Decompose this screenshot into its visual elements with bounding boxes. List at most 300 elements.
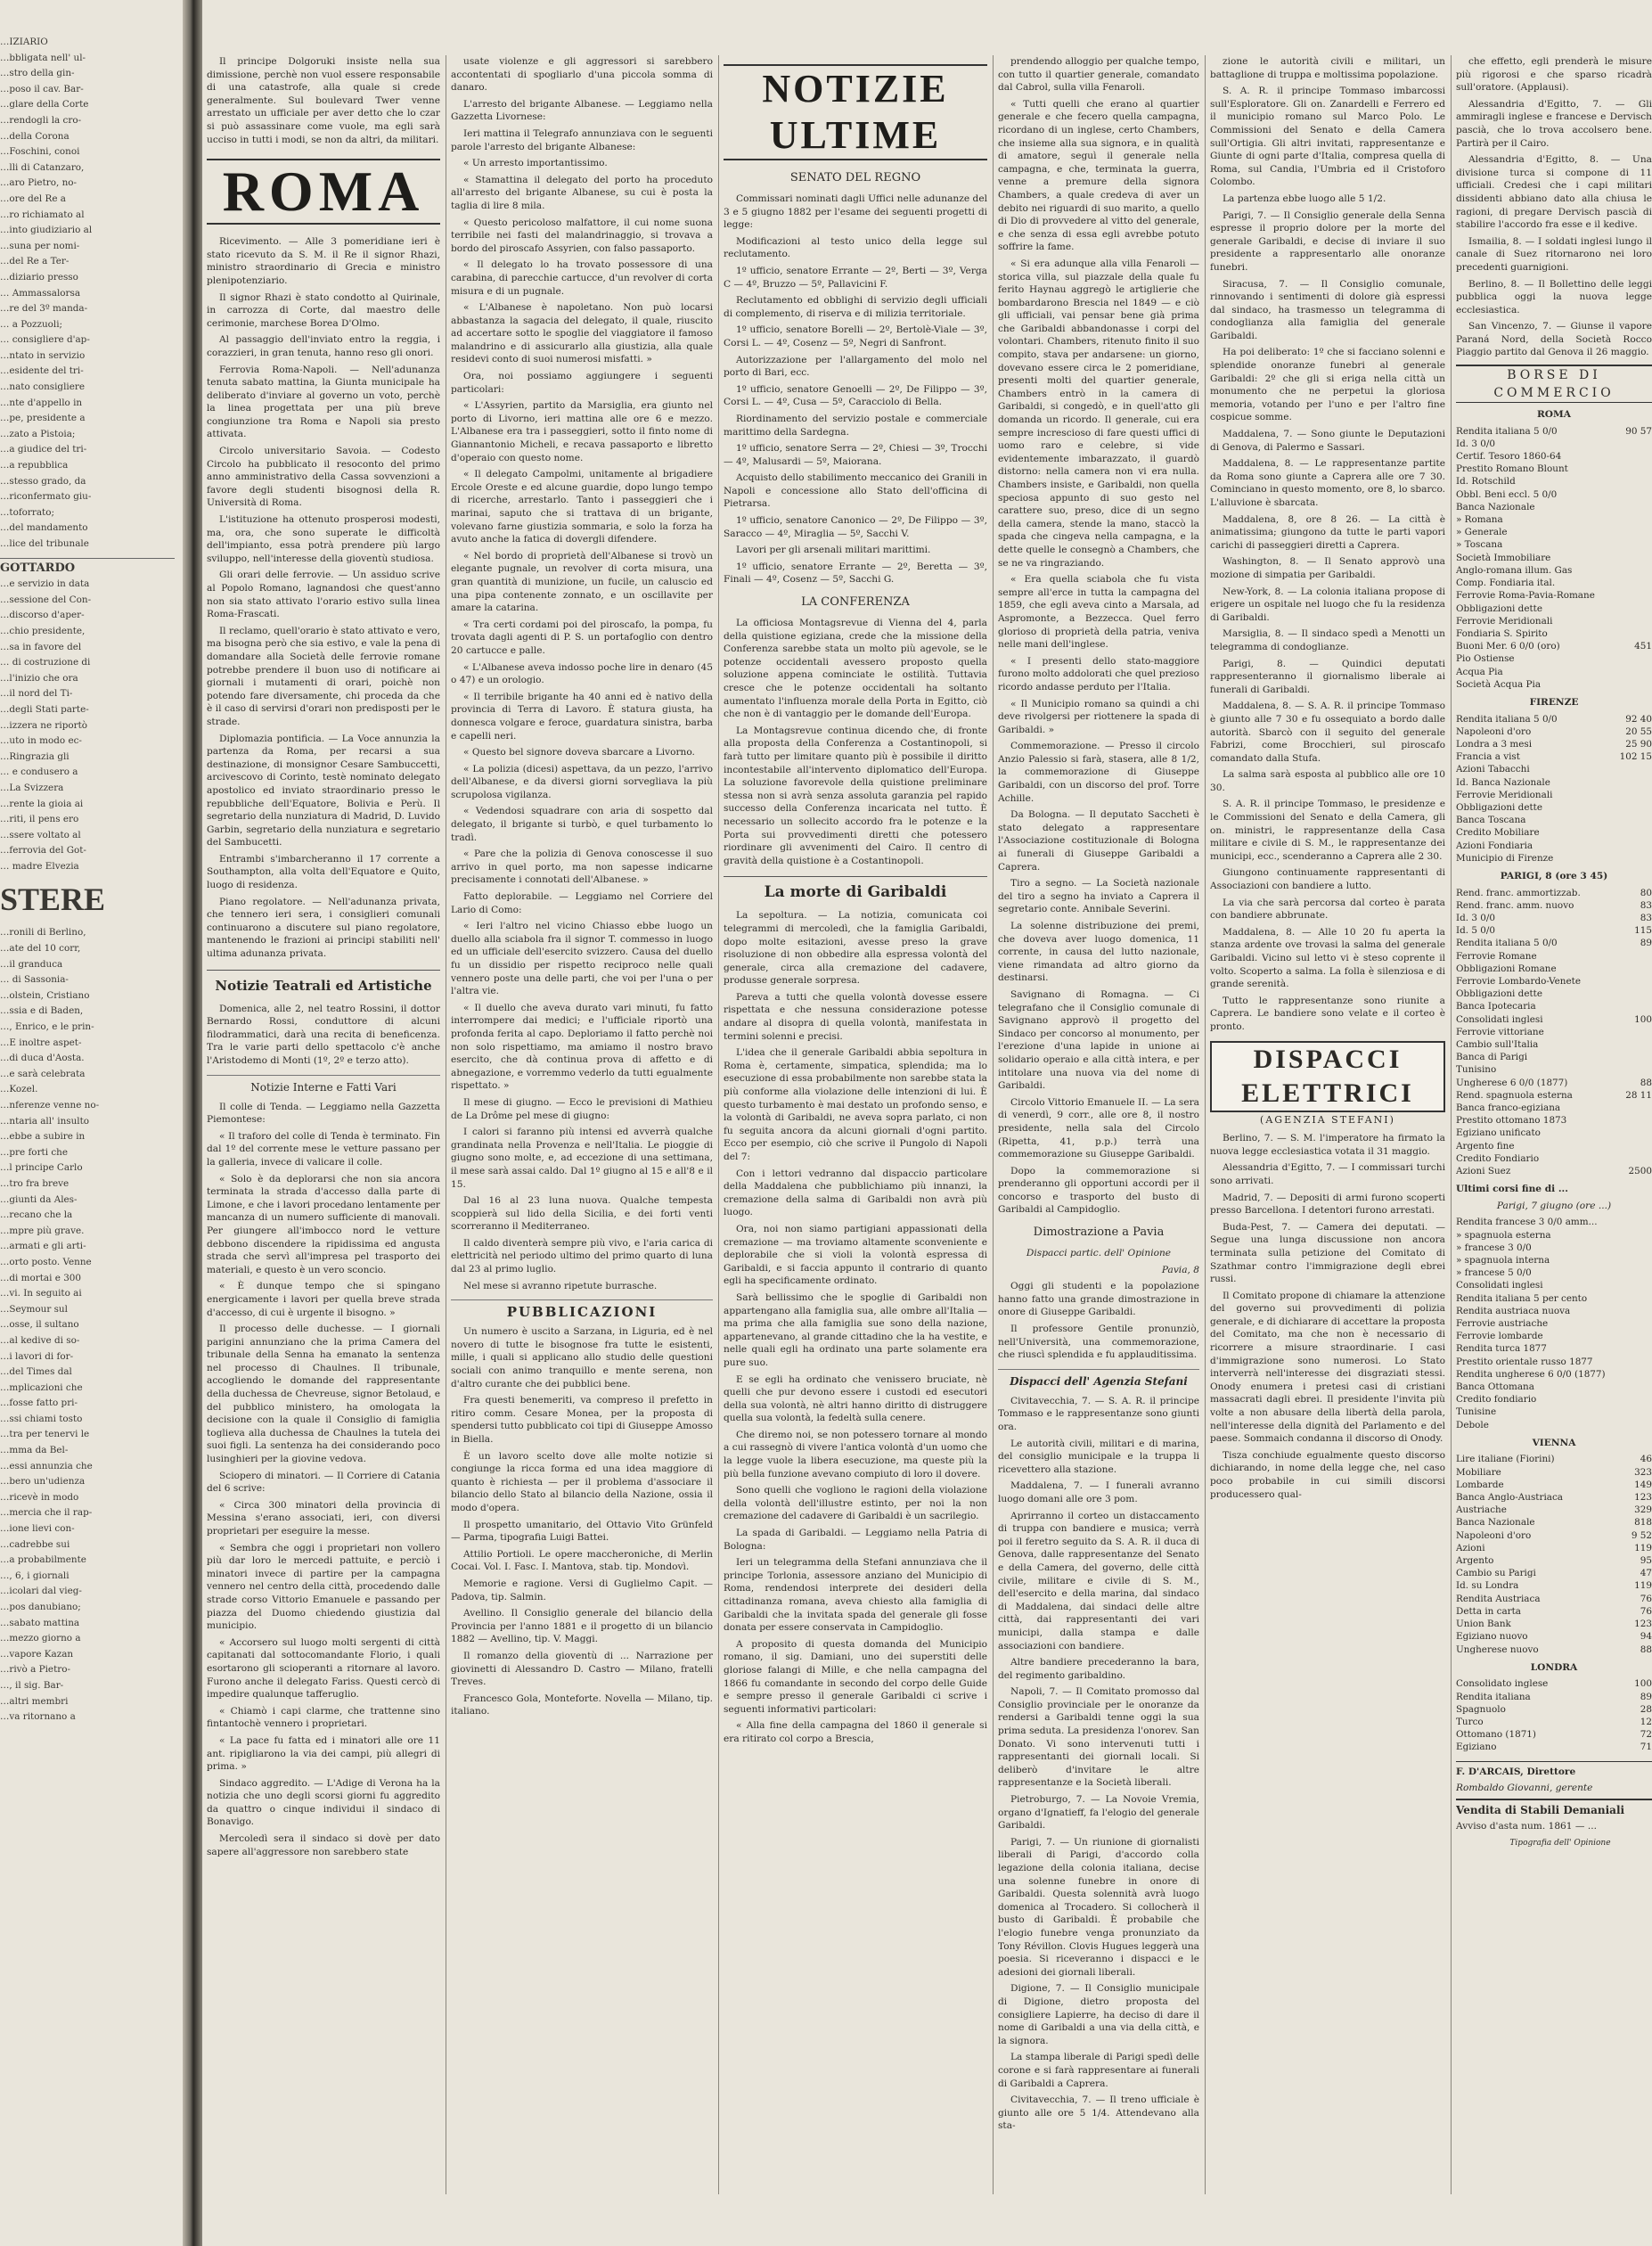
roma-articles (207, 235, 440, 960)
article-paragraph: usate violenze e gli aggressori si sarebbero accontentati di spogliarlo d'una piccola somma di danaro. (451, 56, 713, 94)
quote-name: Egiziano nuovo (1456, 1631, 1528, 1643)
quote-name: Napoleoni d'oro (1456, 725, 1532, 737)
edge-text-line: …, 6, i giornali (0, 1570, 70, 1581)
quote-name: Azioni Tabacchi (1456, 764, 1530, 775)
quote-name: Rendita austriaca nuova (1456, 1305, 1571, 1316)
quote-name: Rend. spagnuola esterna (1456, 1089, 1573, 1101)
article-paragraph: Ricevimento. — Alle 3 pomeridiane ieri è stato ricevuto da S. M. il Re il signor Rhazi, ministro straordinario di Grecia e ministro plenipotenziario. (207, 236, 440, 286)
article-paragraph: Il prospetto umanitario, del Ottavio Vito Grünfeld — Parma, tipografia Luigi Battei. (451, 1519, 713, 1544)
quote-value: 20 55 (1625, 725, 1652, 737)
firenze-market-table (1456, 713, 1652, 865)
edge-text-line: …mercia che il rap- (0, 1507, 93, 1519)
quote-name: Mobiliare (1456, 1466, 1501, 1478)
quote-row (1456, 1567, 1652, 1579)
garibaldi-heading: La morte di Garibaldi (724, 876, 987, 902)
quote-value: 2500 (1628, 1166, 1652, 1177)
quote-name: Rendita italiana 5 per cento (1456, 1292, 1588, 1304)
edge-text-line: …i lavori di for- (0, 1350, 74, 1362)
quote-name: Ferrovie Meridionali (1456, 789, 1553, 800)
edge-text-line: …recano che la (0, 1209, 73, 1221)
quote-row (1456, 713, 1652, 725)
edge-text-line: …ricevè in modo (0, 1491, 79, 1503)
quote-name: Obbligazioni Romane (1456, 963, 1557, 974)
quote-row (1456, 589, 1652, 602)
article-paragraph: Dal 16 al 23 luna nuova. Qualche tempesta scoppierà sul lido della Sicilia, e dei forti venti scorreranno il Mediterraneo. (451, 1195, 713, 1233)
article-paragraph: S. A. R. il principe Tommaso imbarcossi sull'Esploratore. Gli on. Zanardelli e Ferrero ed il municipio romano sul Marco Polo. Le Commissioni del Senato e della Camera sull'Ortigia. Gli altri invitati, rappresentanze e Giunte di ogni parte d'Italia, compresa quella di Roma, sul Candia, l'Umbria ed il Cristoforo Colombo. (1210, 86, 1445, 188)
col6-articles (1456, 55, 1652, 359)
edge-text-line: …il granduca (0, 958, 63, 970)
quote-name: Azioni Fondiaria (1456, 840, 1533, 851)
article-paragraph: Modificazioni al testo unico della legge sul reclutamento. (724, 235, 987, 260)
article-paragraph: A proposito di questa domanda del Municipio romano, il sig. Damiani, uno dei superstiti delle gloriose falangi di Mille, e che nella campagna del 1866 fu comandante in secondo del corpo delle Guide e sempre presso il generale Garibaldi ci scrive i seguenti informativi particolari: (724, 1638, 987, 1715)
quote-name: Ferrovie Roma-Pavia-Romane (1456, 590, 1595, 602)
quote-value: 323 (1634, 1466, 1652, 1478)
quote-value: 89 (1640, 938, 1652, 949)
article-paragraph: È un lavoro scelto dove alle molte notizie si congiunge la ricca forma ed una idea maggiore di quanto è richiesta — per il problema d'associare il bilancio dello Stato al bilancio della Nazione, ossia il modo d'opera. (451, 1450, 713, 1513)
quote-row (1456, 1216, 1652, 1228)
pavia-subheading: Dispacci partic. dell' Opinione (1026, 1248, 1172, 1259)
quote-name: Obbl. Beni eccl. 5 0/0 (1456, 488, 1558, 500)
quote-name: Ferrovie Meridionali (1456, 615, 1553, 627)
dispacci-articles (1210, 1132, 1445, 1501)
article-paragraph: Siracusa, 7. — Il Consiglio comunale, rinnovando i sentimenti di dolore già espressi dal sindaco, ha trasmesso un telegramma di condoglianza alla famiglia del generale Garibaldi. (1210, 278, 1445, 341)
quote-row (1456, 1691, 1652, 1703)
teatri-heading: Notizie Teatrali ed Artistiche (207, 970, 440, 996)
quote-row (1456, 776, 1652, 789)
edge-text-line: …chio presidente, (0, 625, 86, 636)
column-6 (1456, 55, 1652, 2212)
quote-value: 123 (1634, 1619, 1652, 1630)
quote-row (1456, 789, 1652, 801)
quote-row (1456, 1716, 1652, 1728)
article-paragraph: « Alla fine della campagna del 1860 il generale si era ritirato col corpo a Brescia, (724, 1720, 987, 1744)
quote-value: 149 (1634, 1479, 1652, 1490)
edge-text-line: …mplicazioni che (0, 1381, 83, 1393)
quote-row (1456, 526, 1652, 538)
quote-row (1456, 1703, 1652, 1716)
article-paragraph: Circolo Vittorio Emanuele II. — La sera di venerdì, 9 corr., alle ore 8, il nostro presidente, nella sala del Circolo (Ripetta, 41, p.p.) terrà una commemorazione su Giuseppe Garibaldi. (998, 1096, 1199, 1160)
article-paragraph: Il colle di Tenda. — Leggiamo nella Gazzetta Piemontese: (207, 1101, 440, 1126)
quote-name: Turco (1456, 1716, 1484, 1727)
quote-row (1456, 826, 1652, 839)
article-paragraph: Riordinamento del servizio postale e commerciale marittimo della Sardegna. (724, 413, 987, 438)
quote-name: Banca Ottomana (1456, 1381, 1534, 1393)
article-paragraph: San Vincenzo, 7. — Giunse il vapore Paraná Nord, della Società Rocco Piaggio partito dal Genova il 26 maggio. (1456, 321, 1652, 358)
article-paragraph: zione le autorità civili e militari, un battaglione di truppa e moltissima popolazione. (1210, 56, 1445, 80)
quote-name: Union Bank (1456, 1619, 1511, 1630)
article-paragraph: Maddalena, 7. — I funerali avranno luogo domani alle ore 3 pom. (998, 1480, 1199, 1504)
quote-row (1456, 988, 1652, 1000)
article-paragraph: Aprirranno il corteo un distaccamento di truppa con bandiere e musica; verrà poi il feretro seguito da S. A. R. il duca di Genova, dalle rappresentanze del Senato e della Camera, del governo, delle città civile, militare e civile di S. M., dell'esercito e della marina, dal sindaco di Maddalena, dai sindaci delle altre città, dai rappresentanti dei vari municipi, dalla stampa e dalle associazioni con bandiere. (998, 1510, 1199, 1652)
edge-text-line: …ssia e di Baden, (0, 1005, 84, 1017)
quote-name: Id. 5 0/0 (1456, 925, 1495, 937)
quote-row (1456, 652, 1652, 665)
article-paragraph: Maddalena, 7. — Sono giunte le Deputazioni di Genova, di Palermo e Sassari. (1210, 429, 1445, 453)
edge-text-line: …di duca d'Aosta. (0, 1053, 85, 1064)
article-paragraph: La sepoltura. — La notizia, comunicata coi telegrammi di mercoledì, che la famiglia Garibaldi, dopo molte esitazioni, avesse preso la grave risoluzione di non obbedire alla espressa volontà del generale, circa alla cremazione del cadavere, produsse generale sorpresa. (724, 910, 987, 987)
article-paragraph: « Questo bel signore doveva sbarcare a Livorno. (463, 747, 695, 758)
quote-name: Credito Fondiario (1456, 1152, 1540, 1164)
conferenza-articles (724, 617, 987, 867)
quote-row (1456, 763, 1652, 775)
col1-intro: Il principe Dolgoruki insiste nella sua dimissione, perchè non vuol essere responsabile di una catastrofe, alla quale si crede generalmente. Sul boulevard Twer venne arrestato un ufficiale per aver detto che lo czar si può assassinare come vuole, ma egli sarà ucciso in tutti i modi, se non da altri, da militari. (207, 56, 440, 145)
edge-text-line: … di Sassonia- (0, 974, 69, 986)
quote-name: Id. 3 0/0 (1456, 438, 1495, 449)
quote-value: 818 (1634, 1517, 1652, 1529)
quote-row (1456, 1593, 1652, 1605)
article-paragraph: Berlino, 7. — S. M. l'imperatore ha firmato la nuova legge ecclesiastica votata il 31 maggio. (1210, 1133, 1445, 1157)
quote-name: Austriache (1456, 1504, 1507, 1516)
article-paragraph: Mercoledì sera il sindaco si dovè per dato sapere all'aggressore non sarebbero state (207, 1833, 440, 1857)
quote-name: Rendita italiana 5 0/0 (1456, 425, 1558, 437)
quote-row (1456, 1342, 1652, 1355)
quote-row (1456, 1504, 1652, 1516)
quote-value: 12 (1640, 1716, 1652, 1727)
quote-row (1456, 1317, 1652, 1330)
edge-text-line: …degli Stati parte- (0, 703, 89, 715)
londra-market-table (1456, 1677, 1652, 1753)
quote-row (1456, 1013, 1652, 1026)
quote-row (1456, 912, 1652, 924)
edge-text-line: …ntaria all' insulto (0, 1115, 90, 1127)
quote-row (1456, 1127, 1652, 1139)
edge-text-line: …nferenze venne no- (0, 1100, 100, 1111)
dispacci-subheading: (AGENZIA STEFANI) (1260, 1113, 1395, 1126)
quote-row (1456, 1038, 1652, 1051)
article-paragraph: Fra questi benemeriti, va compreso il prefetto in ritiro comm. Cesare Monea, per la proposta di spendersi tutto pubblicato coi tipi di Giuseppe Amosso in Biella. (451, 1395, 713, 1445)
article-paragraph: Maddalena, 8, ore 8 26. — La città è animatissima; giungono da tutte le parti vapori carichi di passeggieri diretti a Caprera. (1210, 513, 1445, 551)
quote-row (1456, 1419, 1652, 1431)
quote-name: Azioni (1456, 1542, 1485, 1553)
article-paragraph: « Il duello che aveva durato vari minuti, fu fatto interrompere dai medici; e l'ufficiale riportò una profonda ferita al capo. Deploriamo il fatto perchè noi non solo rispettiamo, ma amiamo il nostro bravo esercito, che dà continua prova di affetto e di abnegazione, e vorremmo vederlo da tutti egualmente rispettato. » (451, 1002, 713, 1092)
article-paragraph: Dopo la commemorazione si prenderanno gli opportuni accordi per il concorso e trasporto del busto di Garibaldi al Campidoglio. (998, 1165, 1199, 1216)
pavia-articles (998, 1280, 1199, 1362)
article-paragraph: « La pace fu fatta ed i minatori alle ore 11 ant. ripigliarono la via dei campi, più allegri di prima. » (207, 1734, 440, 1773)
article-paragraph: Il mese di giugno. — Ecco le previsioni di Mathieu de La Drôme pel mese di giugno: (451, 1096, 713, 1121)
quote-name: » Toscana (1456, 539, 1503, 551)
edge-text-line: …lice del tribunale (0, 538, 89, 549)
quote-name: Detta in carta (1456, 1605, 1521, 1617)
quote-row (1456, 1644, 1652, 1656)
edge-lines-bottom (0, 926, 175, 1723)
edge-text-line: …mezzo giorno a (0, 1633, 81, 1644)
quote-name: Cambio sull'Italia (1456, 1038, 1539, 1050)
sale-notice-subtitle: Avviso d'asta num. 1861 — ... (1456, 1821, 1597, 1832)
quote-value: 90 57 (1625, 425, 1652, 437)
quote-name: Pio Ostiense (1456, 653, 1515, 665)
quote-row (1456, 1516, 1652, 1529)
article-paragraph: « È dunque tempo che si spingano energicamente i lavori per quella breve strada d'accesso, di cui è urgente il bisogno. » (207, 1281, 440, 1318)
article-paragraph: « Ieri l'altro nel vicino Chiasso ebbe luogo un duello alla sciabola fra il signor T. commesso in luogo ed un ufficiale dell'esercito svizzero. Causa del duello fu un dissidio per rispetto reciproco nelle quali vennero poste una delle parti, che voi per l'una o per l'altra vie. (451, 921, 713, 997)
quote-row (1456, 1479, 1652, 1491)
edge-text-line: …armati e gli arti- (0, 1241, 86, 1252)
edge-text-line: …e sarà celebrata (0, 1068, 86, 1079)
quote-name: Banca Toscana (1456, 815, 1526, 826)
quote-row (1456, 501, 1652, 513)
article-paragraph: Il Comitato propone di chiamare la attenzione del governo sui provvedimenti di polizia generale, e di dichiarare di accettare la proposta del Comitato, ma che non è necessario di ricorrere a misure straordinarie. I casi d'immigrazione sono numerosi. Lo Stato interverrà nell'interesse dei disgraziati stessi. Onody enumera i pretesi casi di cristiani massacrati dagli ebrei. Il presidente l'invita più volte a non abusare della libertà della parola, nell'interesse della dignità del Parlamento e del paese. Sommaich condanna il discorso di Onody. (1210, 1290, 1445, 1445)
column-rule (718, 55, 719, 2194)
edge-text-line: …nte d'appello in (0, 397, 83, 408)
quote-name: Id. 3 0/0 (1456, 912, 1495, 923)
quote-row (1456, 840, 1652, 852)
quote-row (1456, 801, 1652, 814)
article-paragraph: Il processo delle duchesse. — I giornali parigini annunziano che la prima Camera del tribunale della Senna ha emanato la sentenza nel processo di Chaulnes. Il tribunale, accogliendo le domande del rappresentante della duchessa de Chevreuse, signor Betolaud, e del pubblico ministero, ha omologata la decisione con la quale il Consiglio di famiglia toglieva alla duchessa de Chaulnes la tutela dei suoi figli. La sentenza ha dei considerando poco lusinghieri per la giovine vedova. (207, 1324, 440, 1465)
edge-lines-mid (0, 578, 175, 873)
quote-name: Rendita italiana 5 0/0 (1456, 938, 1558, 949)
edge-heading-estere: STERE (0, 881, 106, 918)
quote-row (1456, 1279, 1652, 1291)
article-paragraph: La solenne distribuzione dei premi, che doveva aver luogo domenica, 11 corrente, in causa del lutto nazionale, viene rimandata ad altro giorno da destinarsi. (998, 921, 1199, 984)
quote-row (1456, 513, 1652, 526)
col4-articles (998, 55, 1199, 1217)
quote-value: 119 (1634, 1542, 1652, 1553)
quote-row (1456, 640, 1652, 652)
quote-row (1456, 975, 1652, 988)
article-paragraph: Parigi, 7. — Un riunione di giornalisti liberali di Parigi, d'accordo colla legazione della colonia italiana, decise una solenne funebre in onore di Garibaldi. Questa solennità avrà luogo domenica al Trocadero. Si collocherà il busto di Garibaldi. È probabile che l'elogio funebre venga pronunziato da Tony Révillon. Clovis Hugues leggerà una poesia. Si riceveranno i dispacci e le adesioni dei giornali liberali. (998, 1836, 1199, 1978)
notizie-ultime-heading: NOTIZIE ULTIME (724, 64, 987, 160)
article-paragraph: Oggi gli studenti e la popolazione hanno fatto una grande dimostrazione in onore di Giuseppe Garibaldi. (998, 1281, 1199, 1318)
article-paragraph: Piano regolatore. — Nell'adunanza privata, che tennero ieri sera, i consiglieri comunali continuarono a discutere sul piano regolatore, mantenendo le frazioni ai principi stabiliti nell' ultima adunanza privata. (207, 896, 440, 960)
article-paragraph: Madrid, 7. — Depositi di armi furono scoperti presso Barcellona. I detentori furono arrestati. (1210, 1192, 1445, 1217)
quote-name: Ferrovie Romane (1456, 950, 1537, 962)
quote-row (1456, 1728, 1652, 1741)
vienna-market-label: VIENNA (1532, 1437, 1576, 1448)
edge-text-line: …zato a Pistoia; (0, 428, 76, 439)
article-paragraph: Alessandria d'Egitto, 8. — Una divisione turca si compone di 11 ufficiali. Credesi che i capi militari dissidenti abbiano dato alla chiusa le ragioni, di pregare Dervisch pascià di stabilire l'accordo fra esse e il kedive. (1456, 154, 1652, 231)
article-paragraph: 1º ufficio, senatore Serra — 2º, Chiesi — 3º, Trocchi — 4º, Malusardi — 5º, Maiorana. (724, 443, 987, 467)
firenze-market-label: FIRENZE (1529, 696, 1579, 708)
quote-value: 71 (1640, 1742, 1652, 1753)
quote-row (1456, 615, 1652, 627)
edge-text-line: …olstein, Cristiano (0, 989, 90, 1001)
edge-text-line: …ssi chiami tosto (0, 1413, 83, 1424)
quote-row (1456, 678, 1652, 691)
article-paragraph: Gli orari delle ferrovie. — Un assiduo scrive al Popolo Romano, lagnandosi che quest'anno non sia stato attivato l'orario estivo sulla linea Roma-Frascati. (207, 570, 440, 620)
article-paragraph: Tutto le rappresentanze sono riunite a Caprera. Le bandiere sono velate e il corteo è pronto. (1210, 995, 1445, 1032)
article-paragraph: Un numero è uscito a Sarzana, in Liguria, ed è nel novero di tutte le bisognose fra tutte le esistenti, mille, i quali si applicano allo studio delle questioni sociali con animo tranquillo e mente serena, non d'altro curante che dei pubblici bene. (451, 1326, 713, 1389)
article-paragraph: « La polizia (dicesi) aspettava, da un pezzo, l'arrivo dell'Albanese, e da diversi giorni sorvegliava la più scrupolosa vigilanza. (451, 763, 713, 800)
quote-name: Ungherese nuovo (1456, 1644, 1539, 1655)
edge-text-line: …toforrato; (0, 506, 54, 518)
column-3 (724, 55, 987, 2212)
article-paragraph: « Accorsero sul luogo molti sergenti di città capitanati dal sottocomandante Florio, i quali esortarono gli scioperanti a ritornare al lavoro. Furono anche il delegato Fariss. Questi cercò di impedire qualunque tafferuglio. (207, 1636, 440, 1701)
edge-text-line: …ferrovia del Got- (0, 845, 86, 857)
article-paragraph: Il signor Rhazi è stato condotto al Quirinale, in carrozza di Corte, dal maestro delle cerimonie, marchese Borea D'Olmo. (207, 291, 440, 329)
quote-row (1456, 1356, 1652, 1368)
quote-name: Prestito ottomano 1873 (1456, 1115, 1567, 1127)
article-paragraph: La via che sarà percorsa dal corteo è parata con bandiere abbrunate. (1210, 897, 1445, 922)
article-paragraph: Tisza conchiude egualmente questo discorso dichiarando, in nome della legge che, nel caso poco probabile in cui simili discorsi producessero qual- (1210, 1449, 1445, 1500)
edge-text-line: …sabato mattina (0, 1617, 80, 1628)
quote-name: Società Acqua Pia (1456, 678, 1542, 690)
quote-row (1456, 1605, 1652, 1618)
article-paragraph: Reclutamento ed obblighi di servizio degli ufficiali di complemento, di riserva e di milizia territoriale. (724, 295, 987, 319)
quote-value: 451 (1634, 641, 1652, 652)
article-paragraph: « Il delegato lo ha trovato possessore di una carabina, di parecchie cartucce, d'un revolver di corta misura e di un pugnale. (451, 259, 713, 297)
article-paragraph: Civitavecchia, 7. — S. A. R. il principe Tommaso e le rappresentanze sono giunti ora. (998, 1395, 1199, 1432)
quote-name: Banca Nazionale (1456, 501, 1535, 512)
article-paragraph: Digione, 7. — Il Consiglio municipale di Digione, dietro proposta del consigliere Lapierre, ha deciso di dare il nome di Garibaldi a una via della città, e la signora. (998, 1983, 1199, 2046)
article-paragraph: Il reclamo, quell'orario è stato attivato e vero, ma bisogna però che sia estivo, e vale la pena di domandare alla Società delle ferrovie romane potrebbe prendere il buon uso di notificare ai giornali i mutamenti di orari, poichè non potendo fare diversamente, chi proceda da che è il caso di servirsi d'orari non predisposti per le strade. (207, 625, 440, 727)
quote-name: Azioni Suez (1456, 1166, 1511, 1177)
column-1 (207, 55, 440, 2212)
article-paragraph: « Tutti quelli che erano al quartier generale e che fecero quella campagna, ricordano di un inglese, certo Chambers, che insieme alla sua signora, e in qualità di amatore, seguì il generale nella campagna, e che, terminata la guerra, venne a premure della signora Chambers, a quale credeva di aver un debito nei riguardi di suo marito, a quello di Dio di provvedere al vitto del generale, e che senza di essa egli avrebbe potuto soffrire la fame. (998, 98, 1199, 253)
quote-value: 76 (1640, 1605, 1652, 1617)
quote-row (1456, 1305, 1652, 1317)
quote-value: 28 (1640, 1703, 1652, 1715)
edge-text-line: …vapore Kazan (0, 1648, 74, 1660)
quote-value: 95 (1640, 1555, 1652, 1567)
edge-text-line: … di costruzione di (0, 657, 91, 668)
quote-row (1456, 1618, 1652, 1630)
director-line: F. D'ARCAIS, Direttore (1456, 1761, 1652, 1779)
quote-value: 329 (1634, 1504, 1652, 1516)
quote-value: 46 (1640, 1454, 1652, 1465)
quote-name: » francese 5 0/0 (1456, 1267, 1532, 1279)
quote-value: 123 (1634, 1492, 1652, 1504)
borse-heading: BORSE DI COMMERCIO (1456, 365, 1652, 403)
quote-row (1456, 1393, 1652, 1406)
article-paragraph: Maddalena, 8. — Alle 10 20 fu aperta la stanza ardente ove trovasi la salma del generale Garibaldi. Vicino sul letto vi è steso coprente il volto. Scoperto a salma. La folla è silenziosa e di grande serenità. (1210, 926, 1445, 990)
article-paragraph: « Il traforo del colle di Tenda è terminato. Fin dal 1º del corrente mese le vetture passano per la galleria, invece di valicare il colle. (207, 1130, 440, 1168)
quote-name: Società Immobiliare (1456, 552, 1551, 563)
article-paragraph: Tiro a segno. — La Società nazionale del tiro a segno ha inviato a Caprera il segretario conte. Annibale Severini. (998, 878, 1199, 915)
quote-name: Credito Mobiliare (1456, 827, 1540, 839)
quote-row (1456, 1677, 1652, 1690)
article-paragraph: Giungono continuamente rappresentanti di Associazioni con bandiere a lutto. (1210, 867, 1445, 892)
quote-row (1456, 1229, 1652, 1242)
roma-heading: ROMA (207, 159, 440, 225)
article-paragraph: I calori si faranno più intensi ed avverrà qualche grandinata nella Provenza e nell'Italia. Le pioggie di giugno sono molte, e, ad eccezione di una settimana, il mese sarà assai caldo. Dal 1º giugno al 15 e all'8 e il 15. (451, 1127, 713, 1190)
edge-text-line: …re del 3º manda- (0, 303, 88, 315)
quote-name: Rendita turca 1877 (1456, 1343, 1547, 1355)
quote-name: Certif. Tesoro 1860-64 (1456, 451, 1562, 463)
article-paragraph: Commemorazione. — Presso il circolo Anzio Palessio si farà, stasera, alle 8 1/2, la commemorazione di Giuseppe Garibaldi, con un discorso del prof. Torre Achille. (998, 741, 1199, 804)
edge-text-line: …rente la gioia ai (0, 798, 84, 809)
quote-row (1456, 463, 1652, 475)
quote-name: Consolidati inglesi (1456, 1280, 1543, 1291)
article-paragraph: Ieri mattina il Telegrafo annunziava con le seguenti parole l'arresto del brigante Albanese: (451, 127, 713, 152)
quote-row (1456, 425, 1652, 438)
quote-row (1456, 963, 1652, 975)
article-paragraph: Il professore Gentile pronunziò, nell'Università, una commemorazione, che riuscì splendida e fu applauditissima. (998, 1324, 1199, 1361)
senato-articles (724, 193, 987, 586)
quote-value: 83 (1640, 912, 1652, 923)
article-paragraph: S. A. R. il principe Tommaso, le presidenze e le Commissioni del Senato e della Camera, gli on. ministri, le rappresentanze della Casa militare e civile di S. M., le rappresentanze dei municipi, ecc., scenderanno a Caprera alle 2 30. (1210, 799, 1445, 862)
edge-text-line: …nato consigliere (0, 381, 85, 393)
quote-name: Tunisine (1456, 1406, 1497, 1418)
edge-text-line: …orto posto. Venne (0, 1256, 92, 1267)
article-paragraph: Ferrovia Roma-Napoli. — Nell'adunanza tenuta sabato mattina, la Giunta municipale ha deliberato d'inviare al governo un voto, perchè la linea progettata per una più breve congiunzione tra Roma e Napoli sia presto attivata. (207, 364, 440, 440)
quote-name: Consolidati inglesi (1456, 1013, 1543, 1025)
article-paragraph: « Questo pericoloso malfattore, il cui nome suona terribile nei fasti del malandrinaggio, si trovava a bordo del piroscafo Assyrien, con falso passaporto. (451, 217, 713, 254)
quote-row (1456, 577, 1652, 589)
quote-value: 88 (1640, 1077, 1652, 1088)
quote-name: Id. Rotschild (1456, 476, 1516, 488)
quote-row (1456, 1000, 1652, 1012)
quote-name: Fondiaria S. Spirito (1456, 627, 1548, 639)
article-paragraph: Circolo universitario Savoia. — Codesto Circolo ha pubblicato il resoconto del primo anno amministrativo della Cassa sovvenzioni a favore degli studenti bisognosi della R. Università di Roma. (207, 446, 440, 509)
quote-row (1456, 1491, 1652, 1504)
pubblicazioni-articles (451, 1325, 713, 1718)
article-paragraph: Sciopero di minatori. — Il Corriere di Catania del 6 scrive: (207, 1470, 440, 1495)
quote-value: 28 11 (1625, 1089, 1652, 1101)
edge-text-line: …l'inizio che ora (0, 672, 78, 684)
article-paragraph: La Montagsrevue continua dicendo che, di fronte alla proposta della Conferenza a Costantinopoli, si farà tutto per limitare quanto più è possibile il diritto incontestabile all'intervento diplomatico dell'Europa. La soluzione favorevole della quistione preliminare stessa non si avrà senza assoluta garanzia pel rapido successo della Conferenza incaricata nel tutto. È necessario un sollecito accordo fra le potenze e la Porta sui provvedimenti diretti che potessero riordinare gli avvenimenti del Cairo. Il centro di gravità della quistione è a Costantinopoli. (724, 725, 987, 866)
quote-name: Argento fine (1456, 1140, 1515, 1152)
quote-value: 83 (1640, 899, 1652, 911)
edge-text-line: …a repubblica (0, 460, 69, 471)
article-paragraph: Washington, 8. — Il Senato approvò una mozione di simpatia per Garibaldi. (1210, 556, 1445, 580)
article-paragraph: Che diremo noi, se non potessero tornare al mondo a cui rassegnò di vivere l'antica volontà d'un uomo che la legge vuole la libera esecuzione, ma queste più la più bella funzione avevano compiuto di loro il dovere. (724, 1429, 987, 1480)
senato-heading: SENATO DEL REGNO (789, 171, 921, 184)
quote-row (1456, 1453, 1652, 1465)
article-paragraph: Ora, noi possiamo aggiungere i seguenti particolari: (451, 371, 713, 395)
edge-text-line: …tro fra breve (0, 1177, 70, 1189)
edge-text-line: …l principe Carlo (0, 1162, 83, 1174)
quote-row (1456, 1089, 1652, 1102)
article-paragraph: 1º ufficio, senatore Errante — 2º, Beretta — 3º, Finali — 4º, Cosenz — 5º, Sacchi G. (724, 561, 987, 586)
article-paragraph: Acquisto dello stabilimento meccanico dei Granili in Napoli e concessione allo Stato dell'officina di Pietrarsa. (724, 472, 987, 510)
interne-articles (207, 1101, 440, 1859)
edge-text-line: …glare della Corte (0, 99, 89, 111)
article-paragraph: La spada di Garibaldi. — Leggiamo nella Patria di Bologna: (724, 1528, 987, 1552)
edge-text-line: …icolari dal vieg- (0, 1586, 82, 1597)
quote-row (1456, 1077, 1652, 1089)
teatri-articles (207, 1003, 440, 1068)
article-paragraph: « Vedendosi squadrare con aria di sospetto dal delegato, il brigante si turbò, e quel turbamento lo tradì. (451, 806, 713, 843)
article-paragraph: prendendo alloggio per qualche tempo, con tutto il quartier generale, comandato dal Cabrol, sulla villa Fenaroli. (998, 56, 1199, 94)
edge-text-line: …a giudice del tri- (0, 444, 87, 455)
quote-value: 9 52 (1631, 1529, 1652, 1541)
quote-name: Obbligazioni dette (1456, 602, 1542, 614)
article-paragraph: Marsiglia, 8. — Il sindaco spedì a Menotti un telegramma di condoglianze. (1210, 628, 1445, 652)
roma-market-table (1456, 425, 1652, 691)
edge-text-line: …ione lievi con- (0, 1523, 75, 1535)
article-paragraph: Lavori per gli arsenali militari marittimi. (736, 545, 931, 556)
quote-name: Consolidato inglese (1456, 1678, 1549, 1690)
quote-name: Buoni Mer. 6 0/0 (oro) (1456, 641, 1560, 652)
edge-text-line: …rendogli la cro- (0, 114, 82, 126)
quote-row (1456, 1242, 1652, 1254)
pubblicazioni-heading: PUBBLICAZIONI (451, 1299, 713, 1320)
quote-name: Banca Ipotecaria (1456, 1001, 1536, 1012)
quote-name: Prestito orientale russo 1877 (1456, 1356, 1593, 1367)
article-paragraph: « L'Assyrien, partito da Marsiglia, era giunto nel porto di Livorno, ieri mattina alle ore 6 e mezzo. L'Albanese era tra i passeggieri, sotto il finto nome di Giannantonio Micheli, e recava passaporto e libretto d'operaio con questo nome. (451, 400, 713, 463)
article-paragraph: Ha poi deliberato: 1º che si facciano solenni e splendide onoranze funebri al generale Garibaldi: 2º che gli si eriga nella città un monumento che ne perpetui la gloriosa memoria, votando per l'uno e per l'altro fine cospicue somme. (1210, 347, 1445, 423)
pavia-dateline: Pavia, 8 (1161, 1264, 1199, 1275)
article-paragraph: « Chiamò i capi clarme, che trattenne sino fintantochè vennero i proprietari. (207, 1705, 440, 1730)
article-paragraph: Domenica, alle 2, nel teatro Rossini, il dottor Bernardo Rossi, conduttore di alcuni filodrammatici, darà una recita di beneficenza. Tra le varie parti dello spettacolo c'è anche l'Aristodemo di Monti (1º, 2º e terzo atto). (207, 1003, 440, 1066)
quote-name: Id. Banca Nazionale (1456, 776, 1550, 788)
quote-name: Argento (1456, 1555, 1494, 1567)
edge-text-line: …E inoltre aspet- (0, 1037, 82, 1048)
article-paragraph: « Un arresto importantissimo. (463, 158, 608, 169)
quote-value: 47 (1640, 1568, 1652, 1579)
article-paragraph: Da Bologna. — Il deputato Saccheti è stato delegato a rappresentare l'Associazione costituzionale di Bologna ai funerali di Giuseppe Garibaldi a Caprera. (998, 809, 1199, 873)
article-paragraph: L'idea che il generale Garibaldi abbia sepoltura in Roma è, certamente, simpatica, splendida; ma lo esecuzione di essa probabilmente non sarebbe stata la più conforme alla violazione delle intenzioni di lui. È questo turbamento è mai destato un profondo senso, e la volontà di Garibaldi, ne aveva sopra parlato, ci non fu seguita ancora da alcuni giornali d'ogni partito. Ecco per esempio, ciò che scrive il Pungolo di Napoli del 7: (724, 1047, 987, 1162)
edge-text-line: …bero un'udienza (0, 1476, 86, 1488)
article-paragraph: Pietroburgo, 7. — La Novoie Vremia, organo d'Ignatieff, fa l'elogio del generale Garibaldi. (998, 1794, 1199, 1832)
edge-text-line: …pre forti che (0, 1146, 68, 1158)
quote-value: 25 90 (1625, 738, 1652, 750)
quote-row (1456, 1406, 1652, 1418)
article-paragraph: 1º ufficio, senatore Errante — 2º, Berti — 3º, Verga C — 4º, Bruzzo — 5º, Pallavicini F. (724, 265, 987, 290)
article-paragraph: Nel mese si avranno ripetute burrasche. (463, 1280, 658, 1291)
edge-text-line: …del mandamento (0, 522, 88, 534)
edge-text-line: …della Corona (0, 130, 70, 142)
edge-text-line: …ebbe a subire in (0, 1131, 86, 1143)
